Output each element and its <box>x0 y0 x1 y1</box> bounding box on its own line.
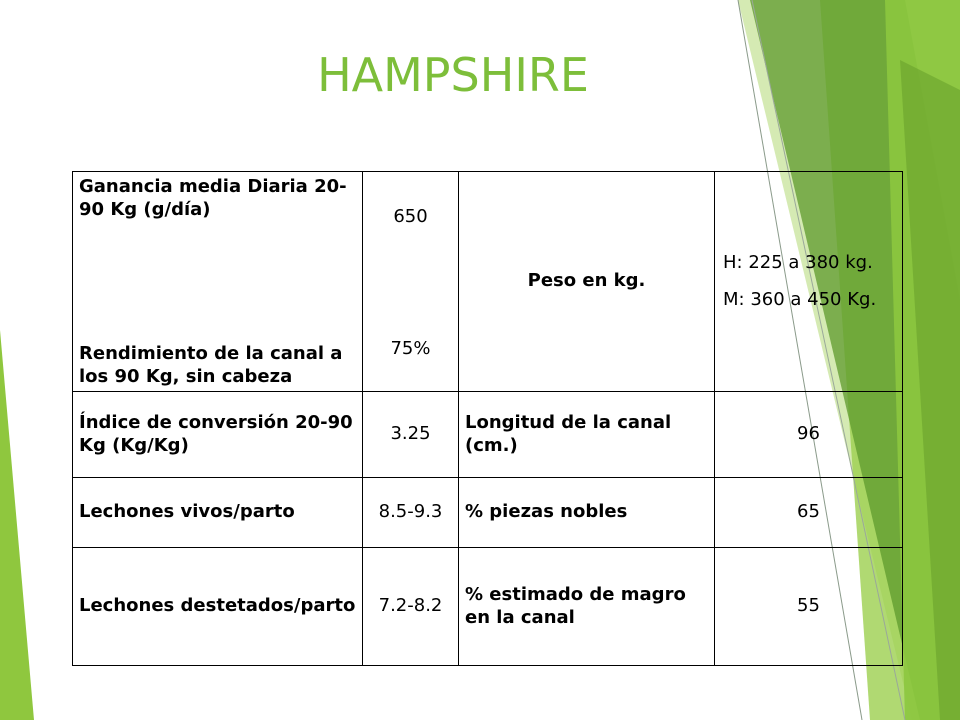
breed-spec-table <box>72 171 903 666</box>
table-cell-label <box>73 172 363 392</box>
label-ganancia: Ganancia media Diaria 20-90 Kg (g/día) <box>79 176 347 220</box>
table-row <box>73 172 903 392</box>
table-cell-value <box>363 172 459 392</box>
value-piezas-nobles: 65 <box>715 478 903 548</box>
table-cell-value <box>715 172 903 392</box>
slide-title: HAMPSHIRE <box>317 48 589 102</box>
value-indice: 3.25 <box>363 392 459 478</box>
table-row <box>73 392 903 478</box>
label-indice: Índice de conversión 20-90 Kg (Kg/Kg) <box>73 392 363 478</box>
value-magro: 55 <box>715 548 903 666</box>
value-longitud: 96 <box>715 392 903 478</box>
value-rendimiento: 75% <box>390 338 431 359</box>
label-rendimiento: Rendimiento de la canal a los 90 Kg, sin cabeza <box>79 343 343 387</box>
table-row <box>73 548 903 666</box>
table-row <box>73 478 903 548</box>
value-peso-h: H: 225 a 380 kg. <box>723 252 873 273</box>
value-peso-m: M: 360 a 450 Kg. <box>723 288 877 310</box>
value-ganancia: 650 <box>393 206 428 227</box>
label-magro: % estimado de magro en la canal <box>459 548 715 666</box>
value-lechones-destetados: 7.2-8.2 <box>363 548 459 666</box>
value-lechones-vivos: 8.5-9.3 <box>363 478 459 548</box>
label-longitud: Longitud de la canal (cm.) <box>459 392 715 478</box>
label-lechones-destetados: Lechones destetados/parto <box>73 548 363 666</box>
label-piezas-nobles: % piezas nobles <box>459 478 715 548</box>
label-peso: Peso en kg. <box>459 172 715 392</box>
left-green-wedge <box>0 330 34 720</box>
label-lechones-vivos: Lechones vivos/parto <box>73 478 363 548</box>
